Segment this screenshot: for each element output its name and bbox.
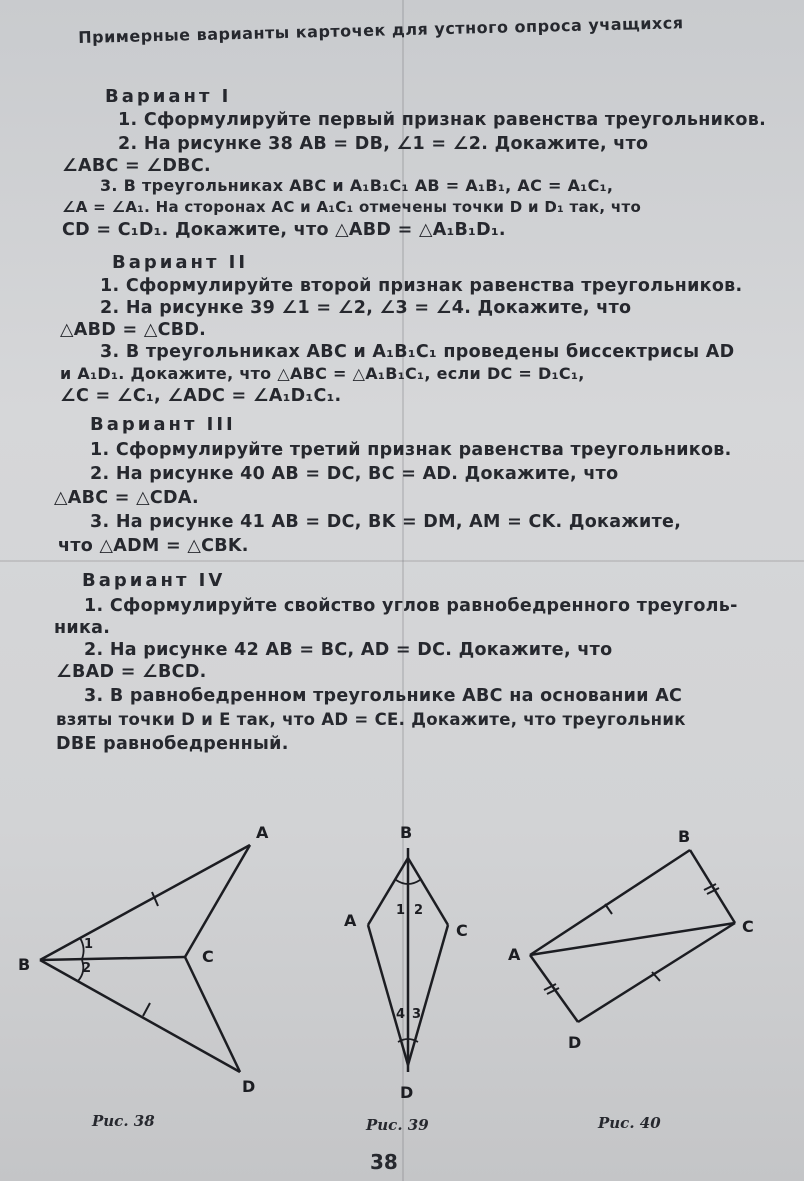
variant-3-line: 2. На рисунке 40 AB = DC, BC = AD. Докажите, что [90,464,619,484]
fig38-angle-2: 2 [82,961,92,976]
variant-1-line: ∠ABC = ∠DBC. [62,156,211,176]
segment-ba [40,845,250,960]
fig39-angle-2: 2 [414,903,424,918]
fig39-angle-4: 4 [396,1007,406,1022]
figure-39-caption: Рис. 39 [366,1116,429,1134]
variant-2-title: Вариант II [112,252,249,273]
segment-ab [530,850,690,955]
variant-3-line: △ABC = △CDA. [54,488,199,508]
fig39-label-a: A [344,911,357,930]
variant-1-line: CD = C₁D₁. Докажите, что △ABD = △A₁B₁D₁. [62,220,506,240]
segment-bd [40,960,240,1072]
fig38-label-b: B [18,955,31,974]
variant-4-line: 3. В равнобедренном треугольнике ABC на основании AC [84,686,683,706]
figures-panel [0,800,804,1130]
variant-1-line: 3. В треугольниках ABC и A₁B₁C₁ AB = A₁B₁, AC = A₁C₁, [100,176,614,195]
variant-4-line: взяты точки D и E так, что AD = CE. Докажите, что треугольник [56,710,686,729]
fig39-label-b: B [400,823,413,842]
figure-38 [40,845,250,1072]
variant-1-title: Вариант I [105,86,232,107]
figure-40-caption: Рис. 40 [598,1114,661,1132]
figure-38-caption: Рис. 38 [92,1112,155,1130]
fig39-label-d: D [400,1083,414,1102]
segment-cd [578,923,735,1022]
page-heading: Примерные варианты карточек для устного опроса учащихся [78,13,684,47]
segment-cd [185,957,240,1072]
tick-mark [143,1003,150,1016]
fig38-label-d: D [242,1077,256,1096]
variant-2-line: ∠C = ∠C₁, ∠ADC = ∠A₁D₁C₁. [60,386,342,406]
fig39-angle-1: 1 [396,903,406,918]
segment-da [530,955,578,1022]
variant-4-line: ∠BAD = ∠BCD. [56,662,207,682]
segment-cd [408,925,448,1065]
fig38-label-a: A [256,823,269,842]
variant-2-line: 1. Сформулируйте второй признак равенства треугольников. [100,276,743,296]
fig40-label-a: A [508,945,521,964]
segment-ad [368,925,408,1065]
variant-4-line: 1. Сформулируйте свойство углов равнобедренного треуголь- [84,596,738,616]
fig40-label-d: D [568,1033,582,1052]
page-number: 38 [370,1150,398,1174]
fig38-label-c: C [202,947,214,966]
variant-3-title: Вариант III [90,414,236,435]
fig40-label-c: C [742,917,754,936]
fig38-angle-1: 1 [84,937,94,952]
variant-3-line: 3. На рисунке 41 AB = DC, BK = DM, AM = CK. Докажите, [90,512,682,532]
fold-crease-horizontal [0,560,804,562]
variant-4-line: ника. [54,618,111,638]
variant-2-line: и A₁D₁. Докажите, что △ABC = △A₁B₁C₁, если DC = D₁C₁, [60,364,585,383]
fig39-label-c: C [456,921,468,940]
variant-3-line: 1. Сформулируйте третий признак равенства треугольников. [90,440,732,460]
variant-4-line: 2. На рисунке 42 AB = BC, AD = DC. Докажите, что [84,640,613,660]
variant-2-line: 3. В треугольниках ABC и A₁B₁C₁ проведены биссектрисы AD [100,342,735,362]
figure-40 [530,850,735,1022]
variant-1-line: 1. Сформулируйте первый признак равенства треугольников. [118,110,767,130]
tick-mark [605,904,612,914]
segment-bc [40,957,185,960]
variant-3-line: что △ADM = △CBK. [58,536,249,556]
fig40-label-b: B [678,827,691,846]
variant-2-line: 2. На рисунке 39 ∠1 = ∠2, ∠3 = ∠4. Докажите, что [100,298,632,318]
variant-4-line: DBE равнобедренный. [56,734,289,754]
variant-4-title: Вариант IV [82,570,226,591]
segment-ac [530,923,735,955]
variant-2-line: △ABD = △CBD. [60,320,207,340]
figure-39 [368,848,448,1072]
variant-1-line: ∠A = ∠A₁. На сторонах AC и A₁C₁ отмечены точки D и D₁ так, что [62,198,642,216]
fig39-angle-3: 3 [412,1007,422,1022]
variant-1-line: 2. На рисунке 38 AB = DB, ∠1 = ∠2. Докажите, что [118,134,649,154]
